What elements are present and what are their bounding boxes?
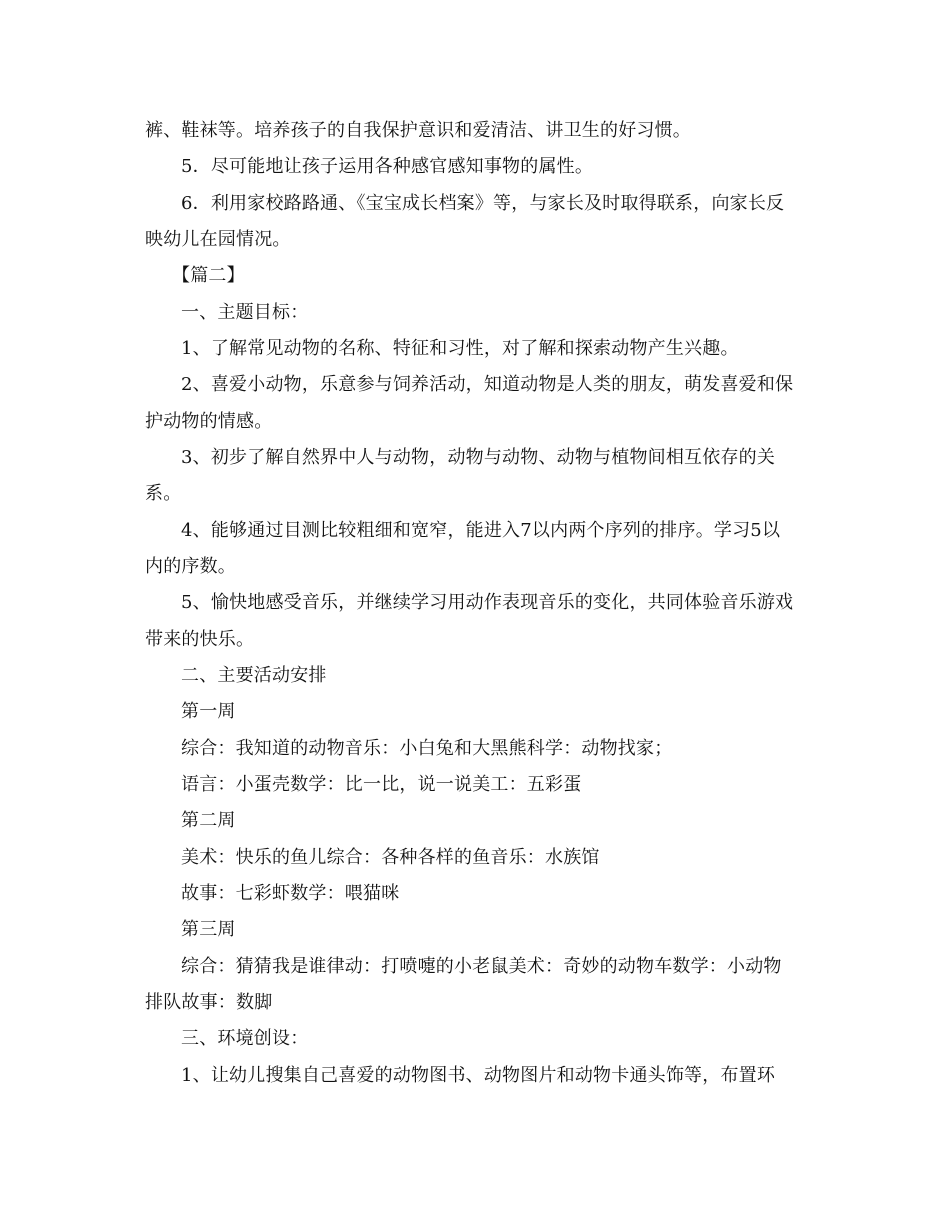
text-line-7: 1、了解常见动物的名称、特征和习性，对了解和探索动物产生兴趣。 <box>181 338 739 359</box>
text-line-2: 5．尽可能地让孩子运用各种感官感知事物的属性。 <box>181 156 594 177</box>
heading-environment: 三、环境创设： <box>181 1028 309 1049</box>
text-line-24: 综合：猜猜我是谁律动：打喷嚏的小老鼠美术：奇妙的动物车数学：小动物 <box>181 956 782 977</box>
text-line-25: 排队故事：数脚 <box>145 992 273 1013</box>
text-line-4: 映幼儿在园情况。 <box>145 229 291 250</box>
heading-theme-goals: 一、主题目标： <box>181 302 309 323</box>
text-line-11: 系。 <box>145 483 182 504</box>
heading-week-two: 第二周 <box>181 810 236 831</box>
text-line-3: 6．利用家校路路通、《宝宝成长档案》等，与家长及时取得联系，向家长反 <box>181 193 785 214</box>
text-line-8: 2、喜爱小动物，乐意参与饲养活动，知道动物是人类的朋友，萌发喜爱和保 <box>181 374 794 395</box>
text-line-15: 带来的快乐。 <box>145 629 255 650</box>
text-line-10: 3、初步了解自然界中人与动物，动物与动物、动物与植物间相互依存的关 <box>181 447 776 468</box>
section-heading-part-two: 【篇二】 <box>172 265 245 286</box>
text-line-22: 故事：七彩虾数学：喂猫咪 <box>181 883 400 904</box>
text-line-13: 内的序数。 <box>145 556 236 577</box>
text-line-18: 综合：我知道的动物音乐：小白兔和大黑熊科学：动物找家； <box>181 738 673 759</box>
text-line-19: 语言：小蛋壳数学：比一比，说一说美工：五彩蛋 <box>181 774 582 795</box>
text-line-1: 裤、鞋袜等。培养孩子的自我保护意识和爱清洁、讲卫生的好习惯。 <box>145 120 691 141</box>
text-line-12: 4、能够通过目测比较粗细和宽窄，能进入7以内两个序列的排序。学习5以 <box>181 520 781 541</box>
text-line-14: 5、愉快地感受音乐，并继续学习用动作表现音乐的变化，共同体验音乐游戏 <box>181 592 794 613</box>
text-line-27: 1、让幼儿搜集自己喜爱的动物图书、动物图片和动物卡通头饰等，布置环 <box>181 1065 776 1086</box>
heading-week-three: 第三周 <box>181 919 236 940</box>
heading-week-one: 第一周 <box>181 701 236 722</box>
text-line-21: 美术：快乐的鱼儿综合：各种各样的鱼音乐：水族馆 <box>181 847 600 868</box>
text-line-9: 护动物的情感。 <box>145 411 273 432</box>
heading-main-activities: 二、主要活动安排 <box>181 665 327 686</box>
